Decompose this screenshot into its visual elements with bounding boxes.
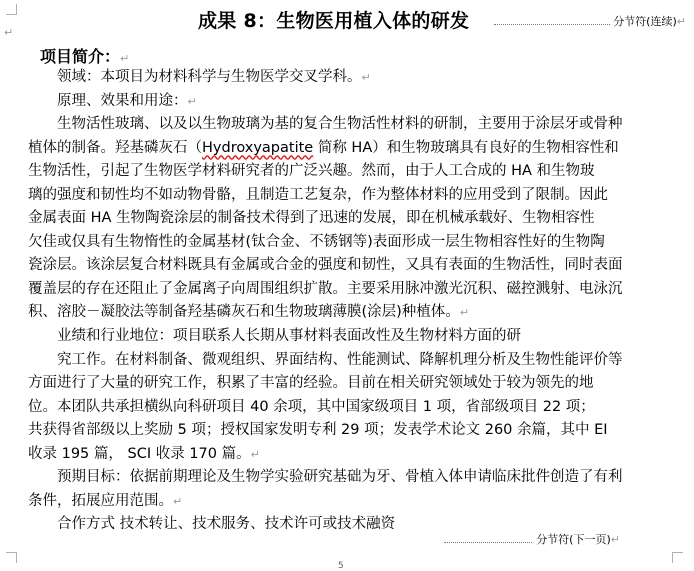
text-line: 预期目标：依据前期理论及生物学实验研究基础为牙、骨植入体申请临床批件创造了有利 [57,469,623,486]
text-line: 方面进行了大量的研究工作，积累了丰富的经验。目前在相关研究领域处于较为领先的地 [28,375,594,392]
heading-colon: ： [104,47,121,66]
text-line: 积、溶胶－凝胶法等制备羟基磷灰石和生物玻璃薄膜(涂层)种植体。↵ [28,304,470,321]
text-line: 欠佳或仅具有生物惰性的金属基材(钛合金、不锈钢等)表面形成一层生物相容性好的生物陶 [28,233,605,250]
paragraph-mark: ↵ [610,532,620,546]
page-number: 5 [338,561,344,571]
text-line: 金属表面 HA 生物陶瓷涂层的制备技术得到了迅速的发展，即在机械承载好、生物相容性 [28,210,595,227]
page-corner-mark [6,552,17,563]
text-line: 领域：本项目为材料科学与生物医学交叉学科。↵ [57,69,371,85]
paragraph-mark: ↵ [459,306,470,320]
text-line: 植体的制备。羟基磷灰石（Hydroxyapatite 简称 HA）和生物玻璃具有良好的生物相容性和 [28,139,619,156]
paragraph-mark: ↵ [187,94,197,108]
text-line: 生物活性，引起了生物医学材料研究者的广泛兴趣。然而，由于人工合成的 HA 和生物玻 [28,163,595,180]
paragraph-mark: ↵ [4,26,14,39]
text-line: 璃的强度和韧性均不如动物骨骼，且制造工艺复杂，作为整体材料的应用受到了限制。因此 [28,186,608,203]
spellcheck-flagged-word[interactable]: Hydroxyapatite [202,139,314,156]
title-row [0,6,694,39]
body-text[interactable] [28,66,668,537]
paragraph-mark: ↵ [173,494,183,508]
paragraph-mark: ↵ [120,52,130,65]
text-line: 覆盖层的存在还阻止了金属离子向周围组织扩散。主要采用脉冲激光沉积、磁控溅射、电泳沉 [28,280,623,297]
text-line: 业绩和行业地位：项目联系人长期从事材料表面改性及生物材料方面的研 [57,328,521,345]
dotted-leader [494,18,610,25]
text-line: 究工作。在材料制备、微观组织、界面结构、性能测试、降解机理分析及生物性能评价等 [57,351,623,368]
paragraph-mark: ↵ [676,14,686,28]
dotted-leader [444,536,532,543]
section-break-continuous[interactable] [494,14,686,28]
text-line: 生物活性玻璃、以及以生物玻璃为基的复合生物活性材料的研制，主要用于涂层牙或骨种 [57,116,623,133]
paragraph-mark: ↵ [361,71,371,84]
text-line: 条件，拓展应用范围。↵ [28,492,183,509]
page-corner-mark [672,552,683,563]
text-line: 位。本团队共承担横纵向科研项目 40 余项，其中国家级项目 1 项，省部级项目 22 项； [28,398,595,415]
title-text: 成果 8：生物医用植入体的研发 [198,10,470,32]
text-line: 瓷涂层。该涂层复合材料既具有金属或合金的强度和韧性，又具有表面的生物活性，同时表面 [28,257,623,274]
page-title[interactable] [198,6,469,33]
section-break-label: 分节符(下一页) [536,533,611,546]
paragraph-mark: ↵ [250,447,260,461]
section-break-next-page[interactable] [440,532,620,546]
text-line: 共获得省部级以上奖励 5 项；授权国家发明专利 29 项；发表学术论文 260 余篇，其中 EI [28,422,608,439]
section-break-label: 分节符(连续) [613,15,677,28]
heading-text: 项目简介 [40,47,105,66]
section-heading[interactable] [40,44,129,67]
text-line: 合作方式 技术转让、技术服务、技术许可或技术融资 [57,516,396,533]
text-line: 收录 195 篇， SCI 收录 170 篇。↵ [28,445,260,462]
text-line: 原理、效果和用途：↵ [57,92,197,109]
